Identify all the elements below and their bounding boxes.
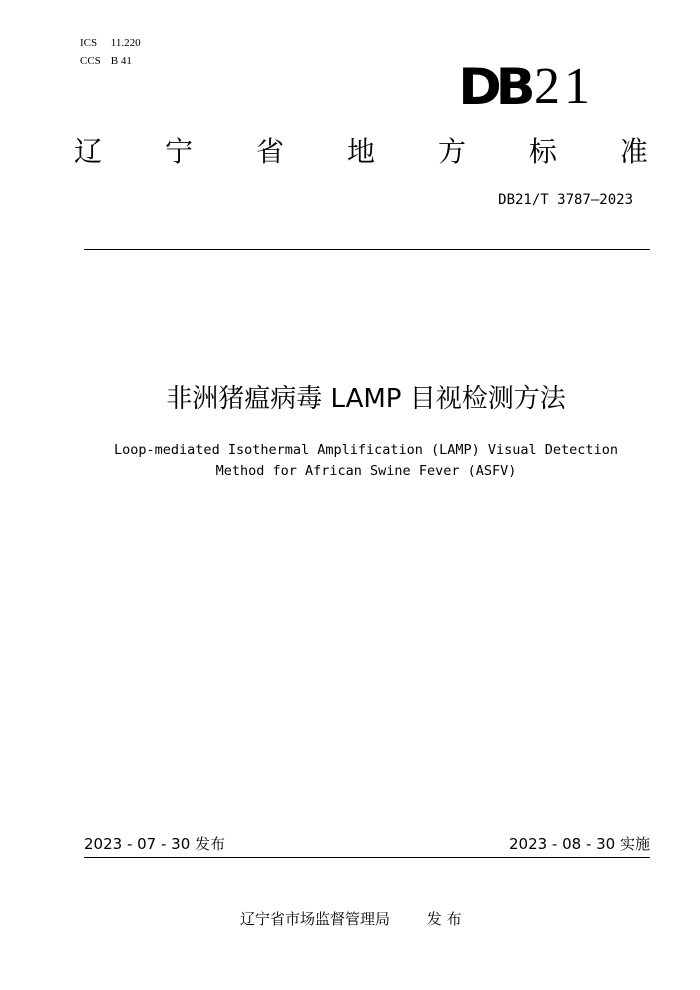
top-divider bbox=[84, 249, 650, 250]
document-title-en-line2: Method for African Swine Fever (ASFV) bbox=[215, 463, 517, 479]
issuer-action: 发 布 bbox=[426, 910, 462, 928]
classification-codes bbox=[80, 34, 141, 70]
standard-mark-logo bbox=[458, 58, 594, 116]
document-title-en bbox=[0, 440, 700, 482]
issuer-org: 辽宁省市场监督管理局 bbox=[240, 910, 391, 928]
category-char: 辽 bbox=[74, 135, 103, 168]
standard-mark-code: DB bbox=[458, 58, 530, 116]
bottom-divider bbox=[84, 857, 650, 858]
category-char: 标 bbox=[528, 135, 557, 168]
ccs-value: B 41 bbox=[110, 55, 132, 67]
issuer bbox=[240, 908, 462, 930]
ccs-code bbox=[80, 52, 141, 70]
standard-number: DB21/T 3787—2023 bbox=[498, 192, 633, 208]
ics-code bbox=[80, 34, 141, 52]
category-char: 省 bbox=[255, 135, 284, 168]
standard-mark-number: 21 bbox=[534, 58, 594, 115]
standard-category-title bbox=[74, 134, 648, 170]
category-char: 地 bbox=[346, 135, 375, 168]
document-title-en-line1: Loop-mediated Isothermal Amplification (LAMP) Visual Detection bbox=[114, 442, 618, 458]
ics-label: ICS bbox=[80, 37, 98, 49]
ics-value: 11.220 bbox=[110, 37, 141, 49]
publish-date: 2023 - 07 - 30 发布 bbox=[84, 835, 226, 853]
document-title-cn: 非洲猪瘟病毒 LAMP 目视检测方法 bbox=[166, 384, 566, 414]
category-char: 宁 bbox=[164, 135, 193, 168]
ccs-label: CCS bbox=[80, 55, 101, 67]
category-char: 方 bbox=[437, 135, 466, 168]
implement-date: 2023 - 08 - 30 实施 bbox=[508, 835, 650, 853]
category-char: 准 bbox=[619, 135, 648, 168]
